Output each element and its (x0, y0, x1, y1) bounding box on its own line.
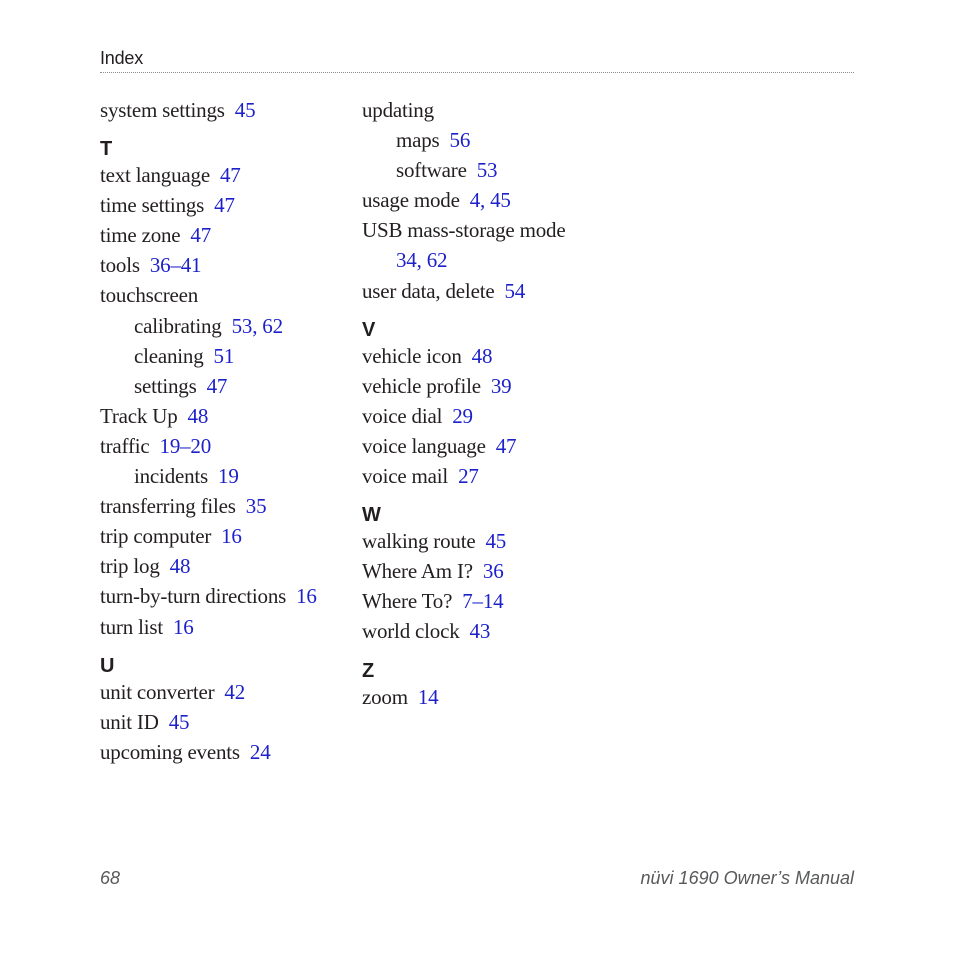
page-link[interactable]: 16 (296, 584, 317, 609)
index-term: unit converter (100, 679, 215, 704)
index-term: upcoming events (100, 739, 240, 764)
index-term: vehicle icon (362, 343, 462, 368)
page-link[interactable]: 29 (452, 403, 473, 428)
index-entry (362, 341, 612, 371)
page-link[interactable]: 19 (218, 464, 239, 489)
index-letter-heading: V (362, 318, 376, 341)
page-link[interactable]: 53 (476, 158, 498, 183)
page-link[interactable]: 27 (458, 464, 479, 489)
index-term: Where Am I? (362, 559, 473, 584)
page-link[interactable]: 47 (206, 373, 228, 398)
index-term: software (396, 158, 467, 183)
page-link[interactable]: 45 (234, 98, 256, 122)
index-entry (362, 401, 612, 431)
page-link[interactable]: 16 (172, 614, 194, 639)
index-subentry (100, 311, 350, 341)
index-entry (362, 215, 612, 245)
index-entry (100, 95, 350, 125)
index-term: maps (396, 128, 440, 153)
index-term: traffic (100, 433, 150, 458)
page-link[interactable]: 42 (224, 679, 246, 704)
index-entry (100, 551, 350, 581)
index-term: settings (134, 373, 197, 398)
index-entry (100, 220, 350, 250)
index-letter-heading: T (100, 138, 113, 161)
page-link[interactable]: 48 (187, 403, 209, 428)
index-entry (100, 581, 350, 611)
index-entry (100, 491, 350, 521)
index-term: tools (100, 253, 140, 278)
index-term: Where To? (362, 589, 453, 614)
index-term: calibrating (134, 313, 222, 338)
index-term: text language (100, 163, 210, 188)
index-term: Track Up (100, 403, 178, 428)
index-term: turn list (100, 614, 163, 639)
page-link[interactable]: 48 (169, 554, 191, 579)
index-term: voice mail (362, 464, 449, 489)
index-entry (362, 616, 612, 646)
index-term: walking route (362, 529, 476, 554)
index-entry (362, 245, 612, 275)
index-subentry (362, 155, 612, 185)
index-term: usage mode (362, 188, 460, 213)
index-column-right (362, 95, 612, 712)
index-entry (362, 371, 612, 401)
page-link[interactable]: 24 (249, 739, 271, 764)
index-entry (362, 526, 612, 556)
page-link[interactable]: 19–20 (159, 433, 212, 458)
index-subentry (100, 341, 350, 371)
index-entry (100, 190, 350, 220)
page-link[interactable]: 47 (190, 223, 212, 248)
index-term: transferring files (100, 494, 236, 519)
index-term: turn-by-turn directions (100, 584, 287, 609)
page-link[interactable]: 4, 45 (469, 188, 511, 213)
page-link[interactable]: 47 (214, 193, 235, 218)
index-entry (100, 737, 350, 767)
index-term: incidents (134, 464, 209, 489)
index-subentry (362, 125, 612, 155)
index-term: time settings (100, 193, 205, 218)
index-term: zoom (362, 684, 408, 709)
index-term: cleaning (134, 343, 204, 368)
index-entry (100, 250, 350, 280)
page-link[interactable]: 54 (504, 278, 526, 303)
index-entry (362, 431, 612, 461)
index-term: touchscreen (100, 283, 199, 308)
index-term: USB mass-storage mode (362, 218, 566, 243)
index-entry (362, 586, 612, 616)
page-link[interactable]: 45 (485, 529, 507, 554)
page-link[interactable]: 48 (471, 343, 493, 368)
page-link[interactable]: 7–14 (462, 589, 504, 614)
index-letter-heading: Z (362, 659, 375, 682)
index-term: system settings (100, 98, 225, 122)
index-column-left (100, 95, 350, 767)
page-link[interactable]: 16 (221, 524, 242, 549)
page-link[interactable]: 36–41 (149, 253, 202, 278)
header-divider (100, 72, 854, 73)
index-term: trip computer (100, 524, 212, 549)
index-entry (100, 401, 350, 431)
index-entry (100, 521, 350, 551)
page-link[interactable]: 45 (168, 709, 190, 734)
page-link[interactable]: 35 (245, 494, 267, 519)
page-link[interactable]: 43 (469, 619, 491, 644)
section-header: Index (100, 48, 144, 68)
page-link[interactable]: 53, 62 (231, 313, 283, 338)
index-entry (362, 461, 612, 491)
index-entry (362, 185, 612, 215)
page-link[interactable]: 36 (482, 559, 504, 584)
page-number: 68 (100, 868, 121, 888)
index-entry (362, 276, 612, 306)
index-subentry (100, 371, 350, 401)
index-term: updating (362, 98, 434, 122)
index-letter-heading: U (100, 654, 115, 677)
page-link[interactable]: 39 (490, 373, 512, 398)
index-term: unit ID (100, 709, 159, 734)
page-link[interactable]: 14 (417, 684, 439, 709)
index-entry (362, 682, 612, 712)
index-entry (100, 280, 350, 310)
index-letter-heading: W (362, 504, 381, 527)
index-entry (100, 707, 350, 737)
index-term: trip log (100, 554, 160, 579)
index-entry (362, 95, 612, 125)
page-link[interactable]: 47 (219, 163, 241, 188)
index-entry (100, 431, 350, 461)
manual-title: nüvi 1690 Owner’s Manual (640, 868, 854, 888)
page-link[interactable]: 47 (495, 433, 517, 458)
page-link[interactable]: 34, 62 (396, 248, 448, 273)
index-term: time zone (100, 223, 181, 248)
index-term: vehicle profile (362, 373, 481, 398)
index-entry (100, 677, 350, 707)
index-term: user data, delete (362, 278, 495, 303)
index-subentry (100, 461, 350, 491)
page-link[interactable]: 56 (449, 128, 471, 153)
index-entry (100, 612, 350, 642)
page-link[interactable]: 51 (213, 343, 235, 368)
index-term: voice language (362, 433, 486, 458)
index-term: world clock (362, 619, 460, 644)
index-entry (100, 160, 350, 190)
index-entry (362, 556, 612, 586)
index-term: voice dial (362, 403, 443, 428)
